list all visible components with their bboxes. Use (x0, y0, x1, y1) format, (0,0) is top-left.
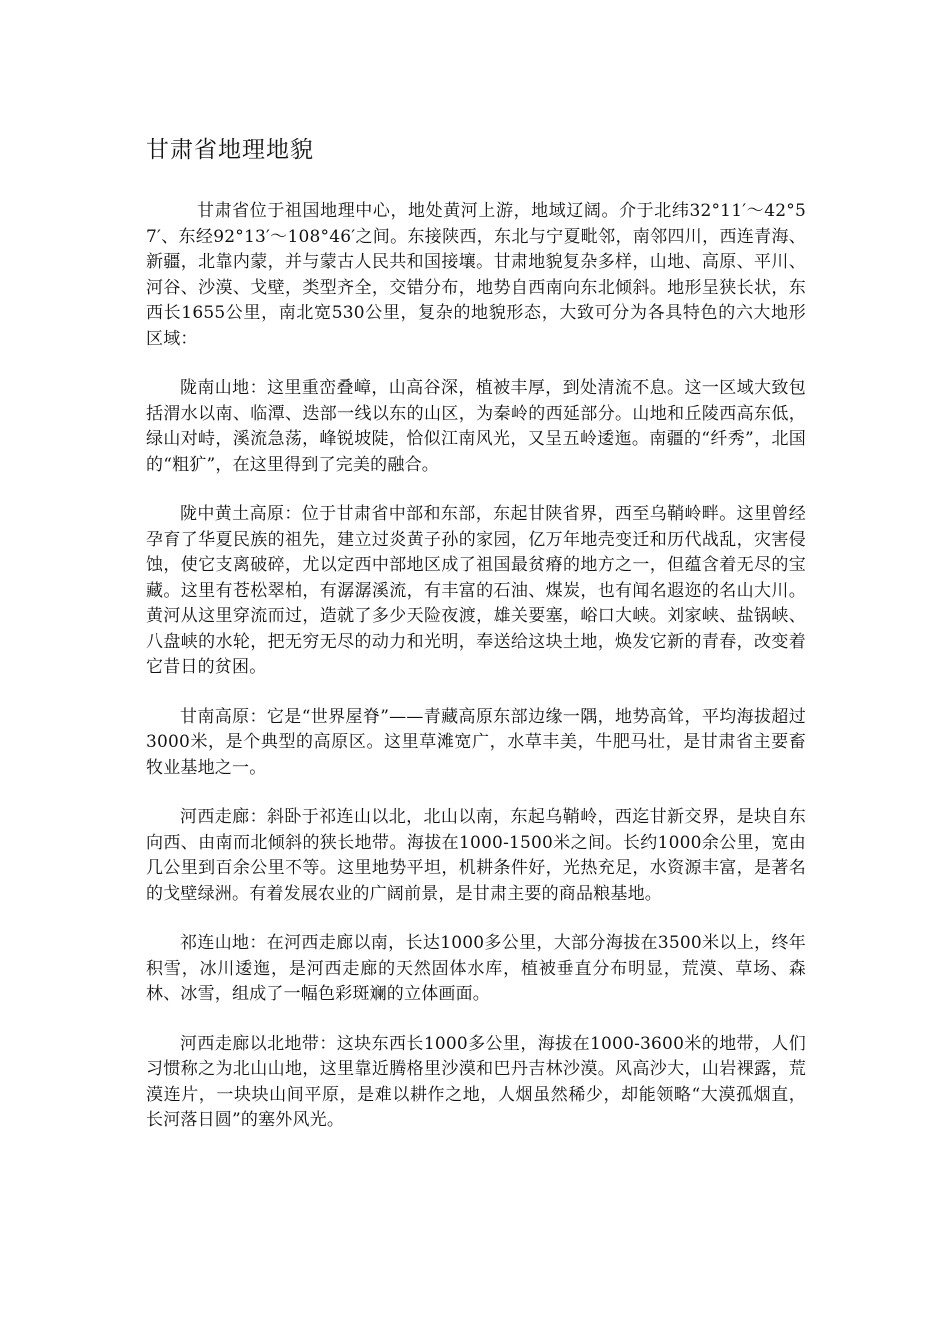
paragraph-text: 在河西走廊以南，长达1000多公里，大部分海拔在3500米以上，终年积雪，冰川逶迤，是河西走廊的天然固体水库，植被垂直分布明显，荒漠、草场、森林、冰雪，组成了一幅色彩斑斓的立体画面。 (146, 933, 807, 1004)
paragraph-north-of-corridor (146, 1032, 806, 1134)
paragraph-lead: 河西走廊： (180, 807, 267, 827)
paragraph-hexi-corridor (146, 805, 806, 907)
paragraph-lead: 河西走廊以北地带： (180, 1033, 337, 1054)
paragraph-text: 这里重峦叠嶂，山高谷深，植被丰厚，到处清流不息。这一区域大致包括渭水以南、临潭、迭部一线以东的山区，为秦岭的西延部分。山地和丘陵西高东低，绿山对峙，溪流急荡，峰锐坡陡，恰似江南风光，又呈五岭逶迤。南疆的“纤秀”，北国的“粗犷”，在这里得到了完美的融合。 (146, 378, 807, 475)
paragraph-loess-plateau (146, 502, 806, 681)
paragraph-text: 这块东西长1000多公里，海拔在1000-3600米的地带，人们习惯称之为北山山地，这里靠近腾格里沙漠和巴丹吉林沙漠。风高沙大，山岩裸露，荒漠连片，一块块山间平原，是难以耕作之地，人烟虽然稀少，却能领略“大漠孤烟直，长河落日圆”的塞外风光。 (146, 1033, 806, 1130)
paragraph-lead: 祁连山地： (180, 933, 267, 953)
paragraph-lead: 陇中黄土高原： (180, 504, 302, 524)
paragraph-lead: 陇南山地： (180, 378, 267, 398)
paragraph-intro (146, 199, 806, 352)
paragraph-text: 甘肃省位于祖国地理中心，地处黄河上游，地域辽阔。介于北纬32°11′～42°57′、东经92°13′～108°46′之间。东接陕西，东北与宁夏毗邻，南邻四川，西连青海、新疆，北靠内蒙，并与蒙古人民共和国接壤。甘肃地貌复杂多样，山地、高原、平川、河谷、沙漠、戈壁，类型齐全，交错分布，地势自西南向东北倾斜。地形呈狭长状，东西长1655公里，南北宽530公里，复杂的地貌形态，大致可分为各具特色的六大地形区域： (146, 201, 806, 349)
paragraph-qilian-mountains (146, 931, 806, 1008)
page-title: 甘肃省地理地貌 (146, 137, 314, 163)
paragraph-gannan-plateau (146, 705, 806, 782)
paragraph-text: 它是“世界屋脊”——青藏高原东部边缘一隅，地势高耸，平均海拔超过3000米，是个典型的高原区。这里草滩宽广，水草丰美，牛肥马壮，是甘肃省主要畜牧业基地之一。 (146, 706, 807, 778)
document-body (146, 199, 806, 1158)
paragraph-lead: 甘南高原： (180, 706, 267, 727)
paragraph-longnan-mountains (146, 376, 806, 478)
paragraph-text: 斜卧于祁连山以北，北山以南，东起乌鞘岭，西迄甘新交界，是块自东向西、由南而北倾斜的狭长地带。海拔在1000-1500米之间。长约1000余公里，宽由几公里到百余公里不等。这里地势平坦，机耕条件好，光热充足，水资源丰富，是著名的戈壁绿洲。有着发展农业的广阔前景，是甘肃主要的商品粮基地。 (146, 807, 807, 904)
paragraph-text: 位于甘肃省中部和东部，东起甘陕省界，西至乌鞘岭畔。这里曾经孕育了华夏民族的祖先，建立过炎黄子孙的家园，亿万年地壳变迁和历代战乱，灾害侵蚀，使它支离破碎，尤以定西中部地区成了祖国最贫瘠的地方之一，但蕴含着无尽的宝藏。这里有苍松翠柏，有潺潺溪流，有丰富的石油、煤炭，也有闻名遐迩的名山大川。黄河从这里穿流而过，造就了多少天险夜渡，雄关要塞，峪口大峡。刘家峡、盐锅峡、八盘峡的水轮，把无穷无尽的动力和光明，奉送给这块土地，焕发它新的青春，改变着它昔日的贫困。 (146, 504, 806, 677)
